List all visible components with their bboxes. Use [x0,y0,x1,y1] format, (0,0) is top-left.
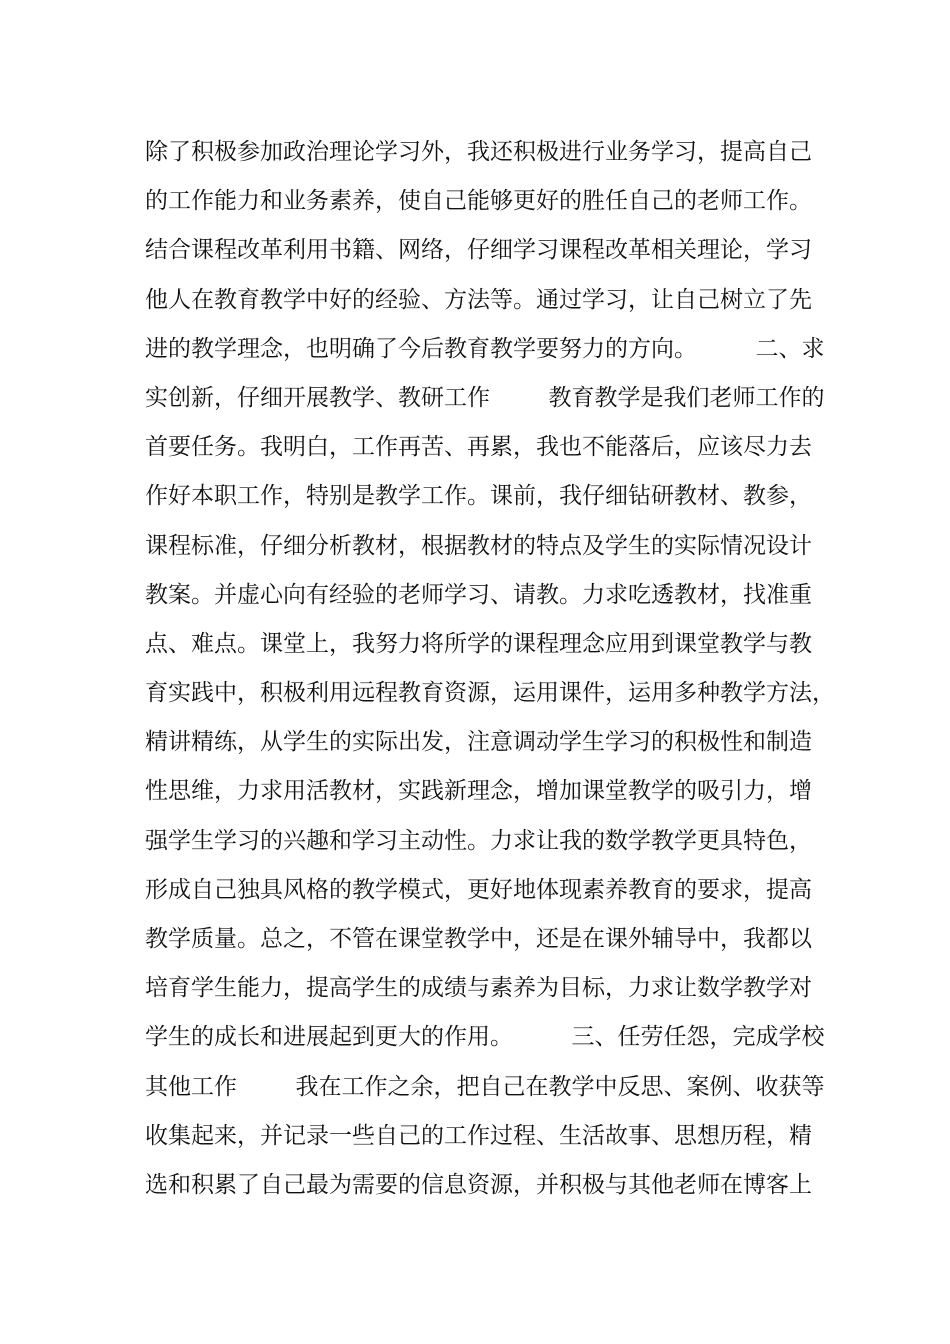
text-line: 首要任务。我明白，工作再苦、再累，我也不能落后，应该尽力去 [145,434,812,461]
text-line: 学生的成长和进展起到更大的作用。 三、任劳任怨，完成学校 [145,1024,825,1051]
text-line: 的工作能力和业务素养，使自己能够更好的胜任自己的老师工作。 [145,188,812,215]
text-line: 实创新，仔细开展教学、教研工作 教育教学是我们老师工作的 [145,384,825,411]
text-line: 育实践中，积极利用远程教育资源，运用课件，运用多种教学方法， [145,680,835,707]
text-line: 培育学生能力，提高学生的成绩与素养为目标，力求让数学教学对 [145,975,812,1002]
text-line: 形成自己独具风格的教学模式，更好地体现素养教育的要求，提高 [145,876,812,903]
text-line: 选和积累了自己最为需要的信息资源，并积极与其他老师在博客上 [145,1171,812,1198]
text-line: 点、难点。课堂上，我努力将所学的课程理念应用到课堂教学与教 [145,630,812,657]
text-line: 教学质量。总之，不管在课堂教学中，还是在课外辅导中，我都以 [145,926,812,952]
text-line: 他人在教育教学中好的经验、方法等。通过学习，让自己树立了先 [145,286,812,313]
text-line: 课程标准，仔细分析教材，根据教材的特点及学生的实际情况设计 [145,532,812,559]
body-text [145,128,845,1210]
text-line: 强学生学习的兴趣和学习主动性。力求让我的数学教学更具特色， [145,827,812,854]
text-line: 结合课程改革利用书籍、网络，仔细学习课程改革相关理论，学习 [145,237,812,264]
text-line: 其他工作 我在工作之余，把自己在教学中反思、案例、收获等 [145,1073,825,1100]
text-line: 进的教学理念，也明确了今后教育教学要努力的方向。 二、求 [145,335,825,362]
text-line: 收集起来，并记录一些自己的工作过程、生活故事、思想历程，精 [145,1122,812,1149]
text-line: 精讲精练，从学生的实际出发，注意调动学生学习的积极性和制造 [145,729,812,756]
text-line: 除了积极参加政治理论学习外，我还积极进行业务学习，提高自己 [145,139,812,165]
text-line: 作好本职工作，特别是教学工作。课前，我仔细钻研教材、教参， [145,483,812,510]
text-line: 教案。并虚心向有经验的老师学习、请教。力求吃透教材，找准重 [145,581,812,608]
text-line: 性思维，力求用活教材，实践新理念，增加课堂教学的吸引力，增 [145,778,812,805]
